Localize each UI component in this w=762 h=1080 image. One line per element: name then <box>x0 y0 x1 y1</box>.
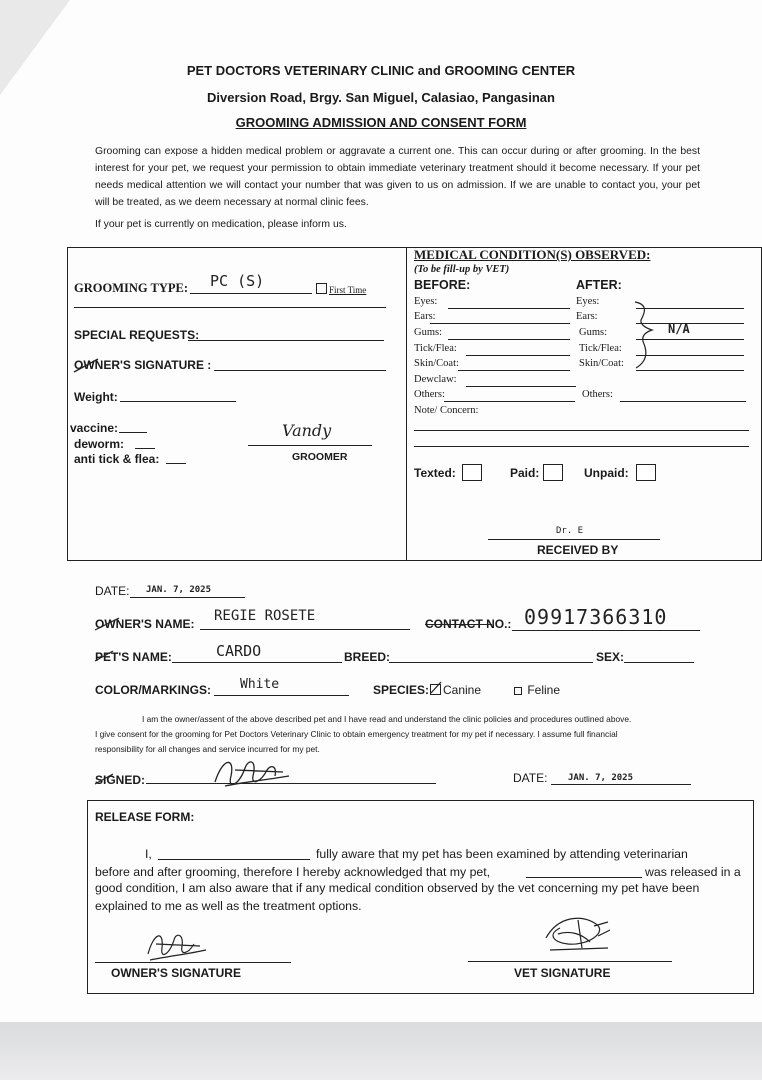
groomer-signature: Vandy <box>282 421 332 440</box>
vaccine-line[interactable] <box>119 432 147 433</box>
contact-label: CONTACT NO.: <box>425 617 512 631</box>
special-requests-line[interactable] <box>188 340 384 341</box>
after-item-line[interactable] <box>620 401 746 402</box>
before-label: BEFORE: <box>414 278 471 292</box>
breed-label: BREED: <box>344 650 391 664</box>
paid-checkbox[interactable] <box>543 464 563 481</box>
check-mark-icon <box>430 681 442 695</box>
after-item-label: Gums: <box>579 327 608 338</box>
release-text-b: before and after grooming, therefore I hereby acknowledged that my pet, <box>95 865 491 879</box>
before-item-line[interactable] <box>430 323 570 324</box>
vet-signature-line[interactable] <box>468 961 672 962</box>
release-box <box>87 800 754 994</box>
note-line-1[interactable] <box>414 430 749 431</box>
consent-date-label: DATE: <box>513 771 548 785</box>
sex-line[interactable] <box>624 662 694 663</box>
before-item-label: Skin/Coat: <box>414 358 459 369</box>
signed-strike-icon <box>93 770 117 788</box>
weight-line[interactable] <box>120 401 236 402</box>
deworm-label: deworm: <box>74 437 125 451</box>
pet-name-value[interactable]: CARDO <box>216 642 262 660</box>
before-item-label: Others: <box>414 389 445 400</box>
first-time-label: First Time <box>329 285 367 295</box>
release-text-e: explained to me as well as the treatment options. <box>95 899 362 913</box>
owner-strike-icon <box>93 614 123 634</box>
before-item-line[interactable] <box>444 401 575 402</box>
release-text-a: fully aware that my pet has been examined by attending veterinarian <box>316 847 688 861</box>
owner-signature-scribble <box>205 752 295 794</box>
release-name-line[interactable] <box>158 859 310 860</box>
vet-signature-label: VET SIGNATURE <box>514 966 611 980</box>
date-label: DATE: <box>95 584 130 598</box>
unpaid-label: Unpaid: <box>584 466 629 480</box>
consent-line-1: I am the owner/assent of the above described pet and I have read and understand the clinic policies and procedures outlined above. <box>142 714 632 724</box>
before-item-line[interactable] <box>466 355 570 356</box>
strike-mark-icon <box>72 356 102 376</box>
after-item-label: Tick/Flea: <box>579 343 622 354</box>
before-item-label: Tick/Flea: <box>414 343 457 354</box>
after-item-label: Eyes: <box>576 296 600 307</box>
sex-label: SEX: <box>596 650 625 664</box>
texted-checkbox[interactable] <box>462 464 482 481</box>
vaccine-label: vaccine: <box>70 421 119 435</box>
after-item-label: Skin/Coat: <box>579 358 624 369</box>
release-title: RELEASE FORM: <box>95 810 195 824</box>
release-i-label: I, <box>145 847 152 861</box>
note-label: Note/ Concern: <box>414 405 479 416</box>
before-item-line[interactable] <box>466 386 576 387</box>
before-item-label: Gums: <box>414 327 443 338</box>
after-item-label: Others: <box>582 389 613 400</box>
note-line-2[interactable] <box>414 446 749 447</box>
canine-option[interactable] <box>430 683 481 697</box>
contact-line <box>512 630 700 631</box>
before-item-line[interactable] <box>448 339 570 340</box>
contact-strike-icon <box>425 624 492 625</box>
vet-signature-scribble <box>538 912 618 956</box>
owner-name-label: OWNER'S NAME: <box>95 617 195 631</box>
owner-name-line <box>200 629 410 630</box>
medical-subtitle: (To be fill-up by VET) <box>414 264 510 275</box>
after-value: N/A <box>668 322 690 336</box>
intro-last-line: If your pet is currently on medication, please inform us. <box>95 219 347 230</box>
release-text-c: was released in a <box>645 865 741 879</box>
intro-paragraph: Grooming can expose a hidden medical problem or aggravate a current one. This can occur during or after grooming. In the best interest for your pet, we request your permission to obtain immediate veterinary treatment should it become necessary. If your pet needs medical attention we will contact your number that was given to us on admission. If we are unable to contact you, your pet will be treated, as we deem necessary at normal clinic fees. <box>95 146 700 208</box>
date-value[interactable]: JAN. 7, 2025 <box>146 585 212 595</box>
paid-label: Paid: <box>510 466 540 480</box>
pet-strike-icon <box>93 647 117 665</box>
deworm-line[interactable] <box>135 448 155 449</box>
first-time-option[interactable] <box>316 283 366 295</box>
before-item-label: Eyes: <box>414 296 438 307</box>
feline-option[interactable] <box>514 683 560 697</box>
clinic-name: PET DOCTORS VETERINARY CLINIC and GROOMING CENTER <box>186 63 576 78</box>
grooming-type-line <box>190 293 312 294</box>
weight-label: Weight: <box>74 390 118 404</box>
groomer-label: GROOMER <box>292 451 348 463</box>
after-brace-icon <box>632 300 662 372</box>
clinic-address: Diversion Road, Brgy. San Miguel, Calasiao, Pangasinan <box>207 90 555 105</box>
pet-name-line <box>172 662 342 663</box>
canine-label: Canine <box>443 683 482 697</box>
anti-tick-label: anti tick & flea: <box>74 452 160 466</box>
scan-shadow <box>0 1022 762 1080</box>
after-label: AFTER: <box>576 278 622 292</box>
color-label: COLOR/MARKINGS: <box>95 683 211 697</box>
owner-release-line[interactable] <box>95 962 291 963</box>
texted-label: Texted: <box>414 466 456 480</box>
grooming-type-value[interactable]: PC (S) <box>210 272 265 290</box>
date-line <box>130 597 245 598</box>
feline-checkbox[interactable] <box>514 687 522 695</box>
feline-label: Feline <box>527 683 561 697</box>
owner-signature-label: OWNER'S SIGNATURE : <box>74 358 212 372</box>
species-label: SPECIES: <box>373 683 430 697</box>
owner-release-label: OWNER'S SIGNATURE <box>111 966 241 980</box>
breed-line[interactable] <box>389 662 593 663</box>
grooming-type-label: GROOMING TYPE: <box>74 281 189 295</box>
consent-date-value[interactable]: JAN. 7, 2025 <box>568 773 634 783</box>
anti-tick-line[interactable] <box>166 463 186 464</box>
unpaid-checkbox[interactable] <box>636 464 656 481</box>
release-text-d: good condition, I am also aware that if any medical condition observed by the vet concerning my pet have been <box>95 881 700 895</box>
before-item-line[interactable] <box>458 370 570 371</box>
color-value[interactable]: White <box>240 677 280 692</box>
box-divider <box>406 247 407 561</box>
consent-line-3: responsibility for all changes and service incurred for my pet. <box>95 744 320 754</box>
form-title: GROOMING ADMISSION AND CONSENT FORM <box>235 115 527 130</box>
contact-value[interactable]: 09917366310 <box>524 605 668 629</box>
grooming-type-line-2 <box>74 307 386 308</box>
signed-label: SIGNED: <box>95 773 146 787</box>
release-pet-line[interactable] <box>526 877 642 878</box>
medical-title: MEDICAL CONDITION(S) OBSERVED: <box>414 247 651 262</box>
before-item-label: Dewclaw: <box>414 374 457 385</box>
owner-release-signature-scribble <box>140 924 210 964</box>
after-item-label: Ears: <box>576 311 598 322</box>
pet-name-label: PET'S NAME: <box>95 650 172 664</box>
groomer-line <box>248 445 372 446</box>
special-requests-label: SPECIAL REQUESTS: <box>74 328 200 342</box>
color-line <box>214 695 349 696</box>
before-item-label: Ears: <box>414 311 436 322</box>
consent-date-line <box>551 784 691 785</box>
received-by-line <box>488 539 660 540</box>
owner-signature-line[interactable] <box>214 370 386 371</box>
before-item-line[interactable] <box>448 308 570 309</box>
consent-line-2: I give consent for the grooming for Pet Doctors Veterinary Clinic to obtain emergency treatment for my pet if necessary. I assume full financial <box>95 729 618 739</box>
canine-checkbox[interactable] <box>430 684 441 695</box>
first-time-checkbox[interactable] <box>316 283 327 294</box>
owner-name-value[interactable]: REGIE ROSETE <box>214 608 316 624</box>
received-by-value: Dr. E <box>556 526 584 536</box>
received-by-label: RECEIVED BY <box>537 543 619 557</box>
